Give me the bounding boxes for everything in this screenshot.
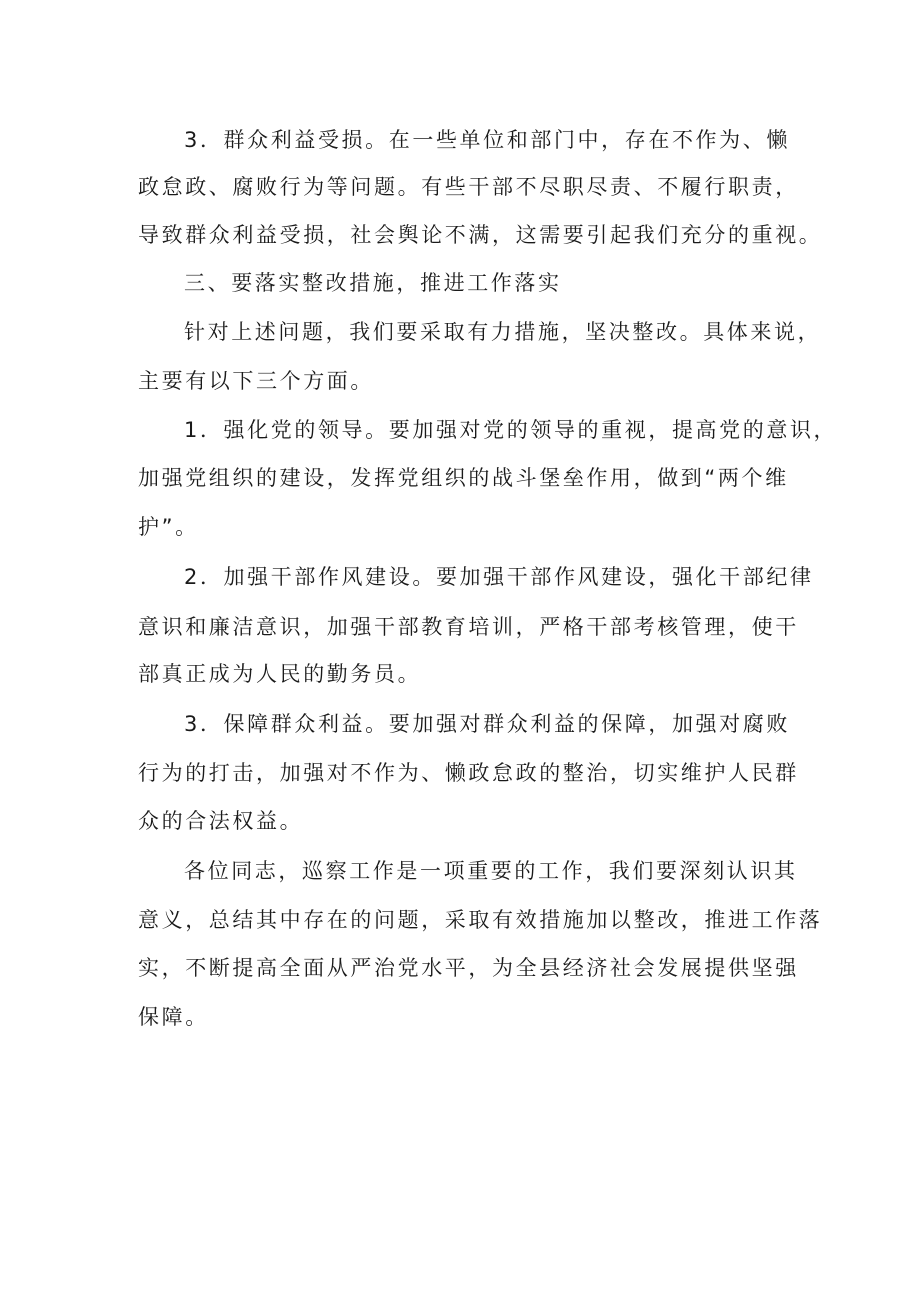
paragraph-line: 各位同志，巡察工作是一项重要的工作，我们要深刻认识其 [184, 859, 798, 883]
paragraph-line: 意义，总结其中存在的问题，采取有效措施加以整改，推进工作落 [138, 908, 823, 932]
paragraph-line: 众的合法权益。 [138, 809, 304, 833]
paragraph-line: 导致群众利益受损，社会舆论不满，这需要引起我们充分的重视。 [138, 223, 823, 247]
paragraph-line: 行为的打击，加强对不作为、懒政怠政的整治，切实维护人民群 [138, 761, 799, 785]
paragraph-line: 保障。 [138, 1005, 209, 1029]
paragraph-line: 护”。 [138, 515, 199, 539]
paragraph-line: 主要有以下三个方面。 [138, 369, 374, 393]
paragraph-line: 1．强化党的领导。要加强对党的领导的重视，提高党的意识， [184, 418, 838, 442]
paragraph-line: 3．群众利益受损。在一些单位和部门中，存在不作为、懒 [184, 128, 790, 152]
paragraph-line: 政怠政、腐败行为等问题。有些干部不尽职尽责、不履行职责， [138, 175, 799, 199]
paragraph-line: 2．加强干部作风建设。要加强干部作风建设，强化干部纪律 [184, 565, 814, 589]
section-heading: 三、要落实整改措施，推进工作落实 [184, 271, 562, 295]
paragraph-line: 加强党组织的建设，发挥党组织的战斗堡垒作用，做到“两个维 [138, 466, 789, 490]
paragraph-line: 针对上述问题，我们要采取有力措施，坚决整改。具体来说， [184, 320, 822, 344]
paragraph-line: 3．保障群众利益。要加强对群众利益的保障，加强对腐败 [184, 712, 790, 736]
paragraph-line: 意识和廉洁意识，加强干部教育培训，严格干部考核管理，使干 [138, 615, 799, 639]
paragraph-line: 部真正成为人民的勤务员。 [138, 662, 422, 686]
paragraph-line: 实，不断提高全面从严治党水平，为全县经济社会发展提供坚强 [138, 956, 799, 980]
